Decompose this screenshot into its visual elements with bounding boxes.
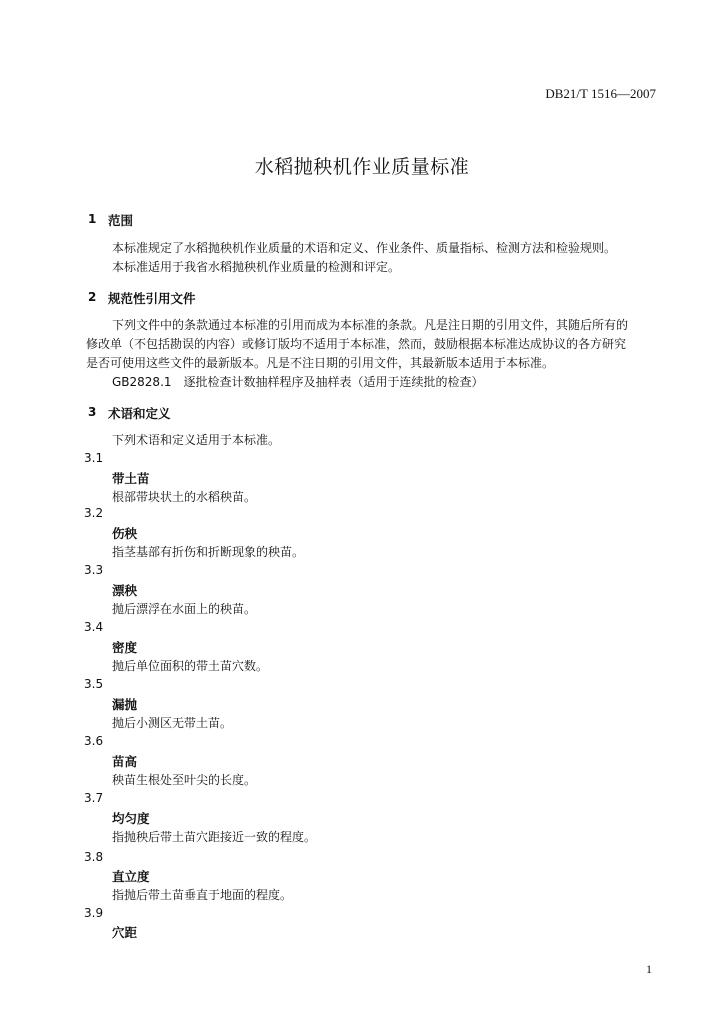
- term-definition: 根部带块状土的水稻秧苗。: [112, 490, 257, 504]
- term-number: 3.6: [84, 734, 104, 748]
- term-number: 3.4: [84, 620, 104, 634]
- term-definition: 指抛后带土苗垂直于地面的程度。: [112, 888, 293, 902]
- term-name: 穴距: [112, 925, 138, 940]
- term-name: 苗高: [112, 754, 138, 769]
- term-name: 直立度: [112, 869, 150, 884]
- standard-code: DB21/T 1516—2007: [545, 86, 656, 101]
- term-name: 密度: [112, 640, 138, 655]
- term-name: 伤秧: [112, 526, 138, 541]
- term-number: 3.2: [84, 506, 104, 520]
- section-2-title: 规范性引用文件: [108, 291, 196, 306]
- term-name: 漂秧: [112, 583, 138, 598]
- section-1-number: 1: [88, 212, 97, 226]
- term-name: 带土苗: [112, 471, 150, 486]
- section-1-paragraph-2: 本标准适用于我省水稻抛秧机作业质量的检测和评定。: [112, 260, 401, 274]
- section-2-paragraph-line-2: 修改单（不包括勘误的内容）或修订版均不适用于本标准，然而，鼓励根据本标准达成协议的各方研究: [86, 337, 627, 351]
- term-definition: 秧苗生根处至叶尖的长度。: [112, 773, 257, 787]
- term-number: 3.7: [84, 791, 104, 805]
- term-definition: 抛后单位面积的带土苗穴数。: [112, 659, 269, 673]
- term-number: 3.5: [84, 677, 104, 691]
- page-number: 1: [646, 962, 652, 976]
- section-3-title: 术语和定义: [108, 406, 171, 421]
- term-name: 漏抛: [112, 697, 138, 712]
- section-2-paragraph-line-1: 下列文件中的条款通过本标准的引用而成为本标准的条款。凡是注日期的引用文件，其随后所有的: [112, 318, 629, 332]
- term-number: 3.9: [84, 906, 104, 920]
- section-1-paragraph-1: 本标准规定了水稻抛秧机作业质量的术语和定义、作业条件、质量指标、检测方法和检验规则。: [112, 241, 617, 255]
- section-2-reference: GB2828.1 逐批检查计数抽样程序及抽样表（适用于连续批的检查）: [112, 375, 484, 389]
- section-3-intro: 下列术语和定义适用于本标准。: [112, 433, 281, 447]
- section-3-number: 3: [88, 405, 97, 419]
- term-definition: 指抛秧后带土苗穴距接近一致的程度。: [112, 830, 317, 844]
- term-number: 3.1: [84, 451, 104, 465]
- document-title: 水稻抛秧机作业质量标准: [254, 156, 470, 178]
- term-definition: 指茎基部有折伤和折断现象的秧苗。: [112, 545, 305, 559]
- term-definition: 抛后小测区无带土苗。: [112, 716, 233, 730]
- term-number: 3.3: [84, 563, 104, 577]
- term-name: 均匀度: [112, 811, 150, 826]
- section-1-title: 范围: [108, 213, 134, 228]
- term-number: 3.8: [84, 850, 104, 864]
- section-2-number: 2: [88, 290, 97, 304]
- section-2-paragraph-line-3: 是否可使用这些文件的最新版本。凡是不注日期的引用文件，其最新版本适用于本标准。: [86, 356, 555, 370]
- term-definition: 抛后漂浮在水面上的秧苗。: [112, 602, 257, 616]
